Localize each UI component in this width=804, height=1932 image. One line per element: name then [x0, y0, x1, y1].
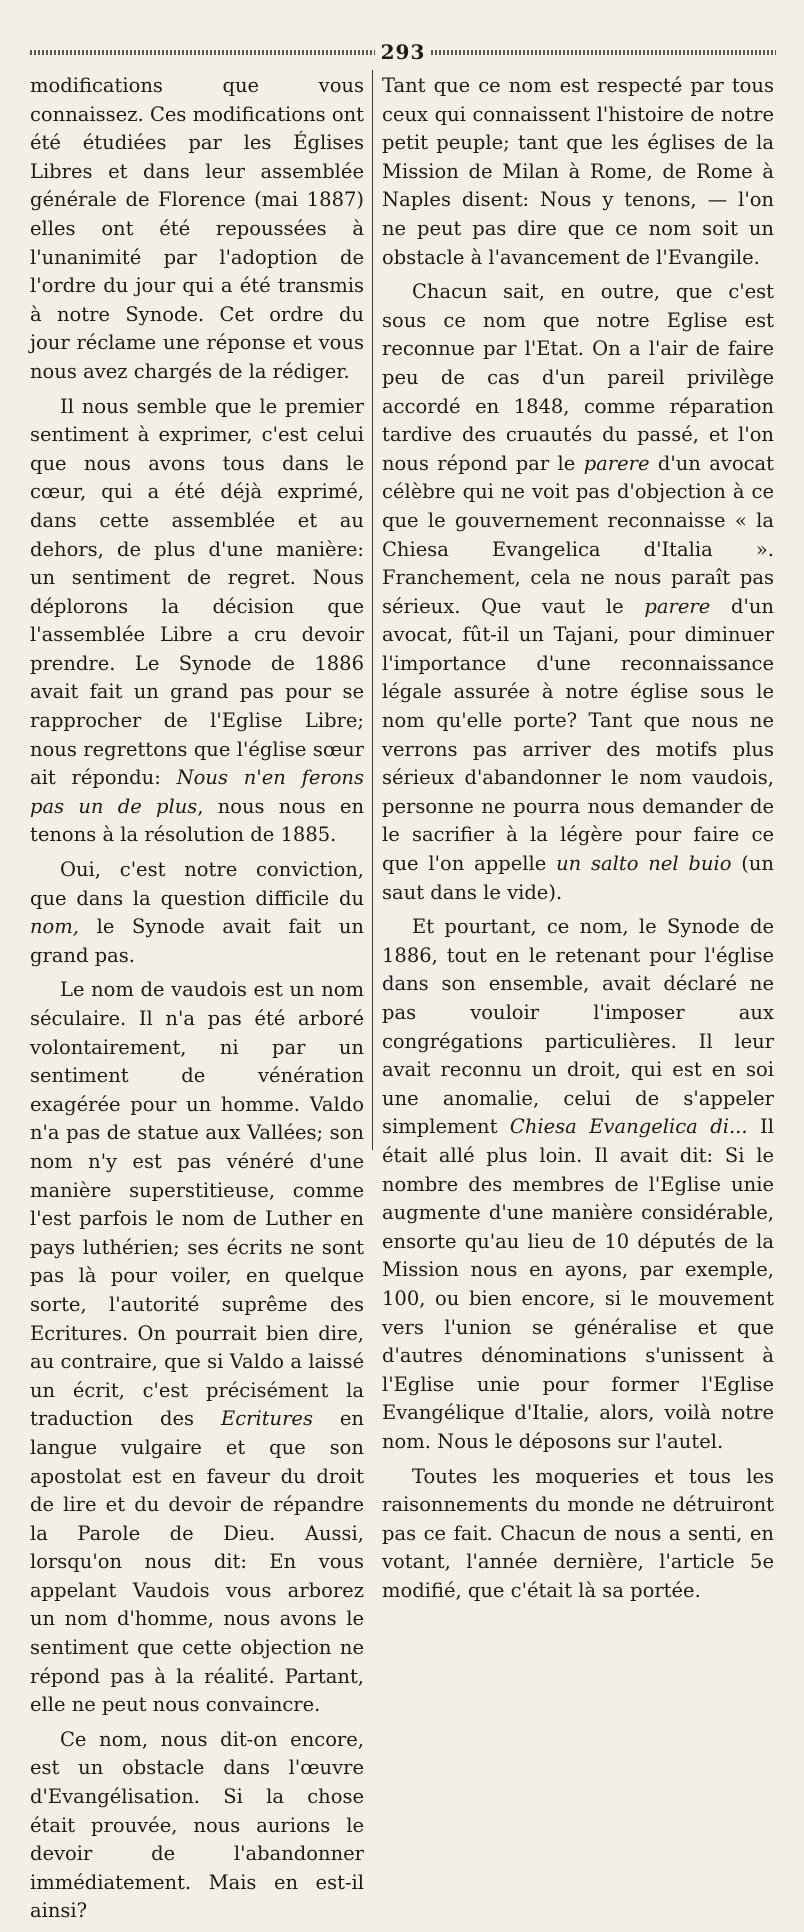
- paragraph: [382, 278, 774, 907]
- italic-text: nom,: [30, 915, 79, 939]
- italic-text: Nous n'en ferons pas un de plus: [30, 766, 364, 818]
- paragraph: [382, 1463, 774, 1606]
- italic-text: parere: [644, 594, 711, 618]
- italic-text: Ecritures: [220, 1407, 313, 1431]
- paragraph: [30, 976, 364, 1719]
- italic-text: Chiesa Evangelica di...: [509, 1115, 748, 1139]
- text-run: Le nom de vaudois est un nom séculaire. Il n'a pas été arboré volontairement, ni par un sentiment de vénération exagérée pour un homme. Valdo n'a pas de statue aux Vallées; son nom n'y est pas vénéré d'une manière superstitieuse, comme l'est parfois le nom de Luther en pays luthérien; ses écrits ne sont pas là pour voiler, en quelque sorte, l'autorité suprême des Ecritures. On pourrait bien dire, au contraire, que si Valdo a laissé un écrit, c'est précisément la traduction des: [30, 978, 364, 1431]
- italic-text: parere: [583, 451, 650, 475]
- paragraph: [382, 72, 774, 272]
- paragraph: [30, 1726, 364, 1926]
- page-number: 293: [380, 40, 426, 64]
- italic-text: un salto nel buio: [556, 852, 732, 876]
- text-run: Et pourtant, ce nom, le Synode de 1886, tout en le retenant pour l'église dans son ensemble, avait déclaré ne pas vouloir l'imposer aux congrégations particulières. Il leur avait reconnu un droit, qui est en soi une anomalie, celui de s'appeler simplement: [382, 915, 774, 1139]
- text-run: en langue vulgaire et que son apostolat est en faveur du droit de lire et du devoir de répandre la Parole de Dieu. Aussi, lorsqu'on nous dit: En vous appelant Vaudois vous arborez un nom d'homme, nous avons le sentiment que cette objection ne répond pas à la réalité. Partant, elle ne peut nous convaincre.: [30, 1407, 364, 1717]
- header-rule-right: [431, 50, 776, 55]
- text-run: Tant que ce nom est respecté par tous ceux qui connaissent l'histoire de notre petit peuple; tant que les églises de la Mission de Milan à Rome, de Rome à Naples disent: Nous y tenons, — l'on ne peut pas dire que ce nom soit un obstacle à l'avancement de l'Evangile.: [382, 74, 774, 269]
- text-run: Il nous semble que le premier sentiment à exprimer, c'est celui que nous avons tous dans le cœur, qui a été déjà exprimé, dans cette assemblée et au dehors, de plus d'une manière: un sentiment de regret. Nous déplorons la décision que l'assemblée Libre a cru devoir prendre. Le Synode de 1886 avait fait un grand pas pour se rapprocher de l'Eglise Libre; nous regrettons que l'église sœur ait répondu:: [30, 394, 364, 790]
- text-run: d'un avocat célèbre qui ne voit pas d'objection à ce que le gouvernement reconnaisse « la Chiesa Evangelica d'Italia ». Franchement, cela ne nous paraît pas sérieux. Que vaut le: [382, 451, 774, 618]
- paragraph: [30, 72, 364, 387]
- text-run: Ce nom, nous dit-on encore, est un obstacle dans l'œuvre d'Evangélisation. Si la chose était prouvée, nous aurions le devoir de l'abandonner immédiatement. Mais en est-il ainsi?: [30, 1727, 364, 1923]
- page-header: [30, 40, 776, 64]
- text-run: Toutes les moqueries et tous les raisonnements du monde ne détruiront pas ce fait. Chacun de nous a senti, en votant, l'année dernière, l'article 5e modifié, que c'était là sa portée.: [382, 1464, 774, 1602]
- text-run: (un saut dans le vide).: [382, 852, 774, 904]
- left-column: [30, 72, 364, 1932]
- header-rule-left: [30, 50, 375, 55]
- text-run: Il était allé plus loin. Il avait dit: Si le nombre des membres de l'Eglise unie augmente d'une manière considérable, ensorte qu'au lieu de 10 députés de la Mission nous en ayons, par exemple, 100, ou bien encore, si le mouvement vers l'union se généralise et que d'autres dénominations s'unissent à l'Eglise unie pour former l'Eglise Evangélique d'Italie, alors, voilà notre nom. Nous le déposons sur l'autel.: [382, 1115, 774, 1453]
- column-divider: [372, 70, 373, 1150]
- paragraph: [382, 913, 774, 1456]
- text-run: le Synode avait fait un grand pas.: [30, 915, 364, 967]
- right-column: [382, 72, 774, 1611]
- text-run: Chacun sait, en outre, que c'est sous ce nom que notre Eglise est reconnue par l'Etat. On a l'air de faire peu de cas d'un pareil privilège accordé en 1848, comme réparation tardive des cruautés du passé, et l'on nous répond par le: [382, 280, 774, 475]
- text-run: d'un avocat, fût-il un Tajani, pour diminuer l'importance d'une reconnaissance légale assurée à notre église sous le nom qu'elle porte? Tant que nous ne verrons pas arriver des motifs plus sérieux d'abandonner le nom vaudois, personne ne pourra nous demander de le sacrifier à la légère pour faire ce que l'on appelle: [382, 594, 774, 876]
- text-run: Oui, c'est notre conviction, que dans la question difficile du: [30, 858, 364, 910]
- text-run: modifications que vous connaissez. Ces modifications ont été étudiées par les Églises Libres et dans leur assemblée générale de Florence (mai 1887) elles ont été repoussées à l'unanimité par l'adoption de l'ordre du jour qui a été transmis à notre Synode. Cet ordre du jour réclame une réponse et vous nous avez chargés de la rédiger.: [30, 74, 364, 383]
- paragraph: [30, 856, 364, 970]
- text-run: , nous nous en tenons à la résolution de 1885.: [30, 794, 365, 847]
- paragraph: [30, 393, 364, 851]
